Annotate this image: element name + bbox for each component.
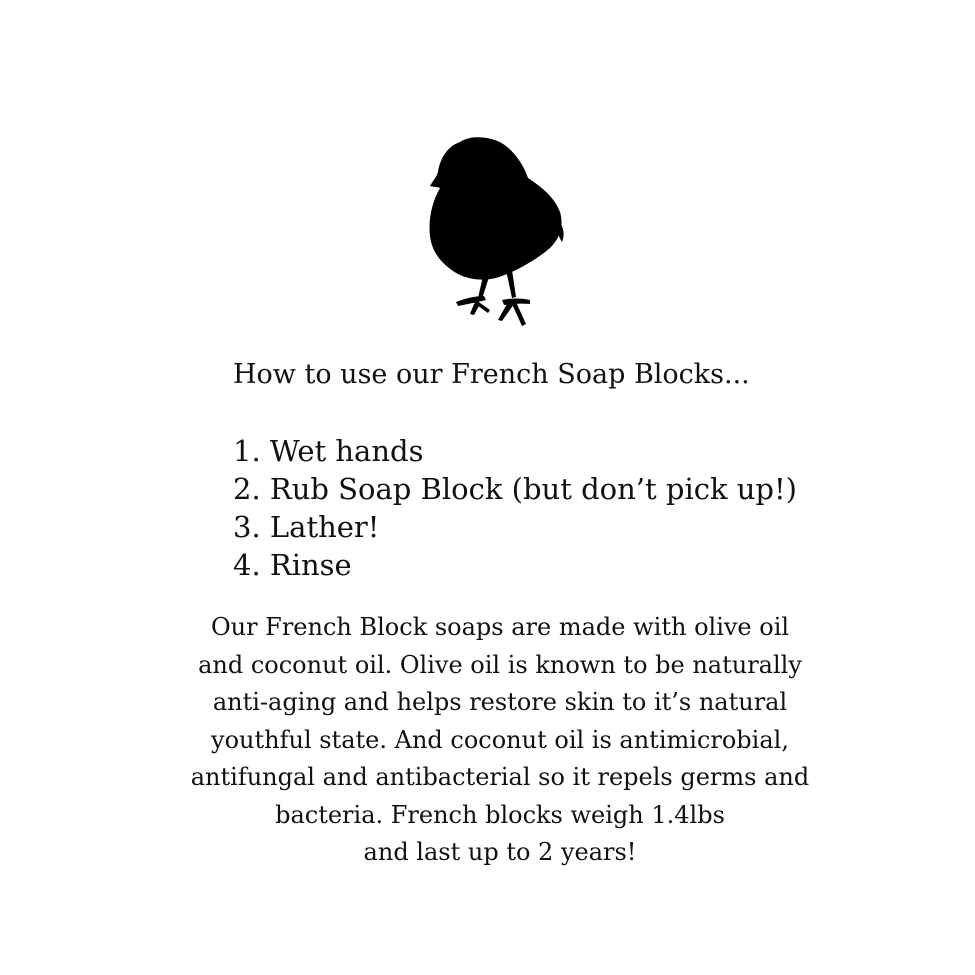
- description-line: bacteria. French blocks weigh 1.4lbs: [275, 800, 725, 829]
- description-line: youthful state. And coconut oil is antimicrobial,: [211, 725, 789, 754]
- description-paragraph: [160, 609, 840, 872]
- chick-silhouette-icon: [418, 132, 568, 328]
- description-line: anti-aging and helps restore skin to it’s natural: [212, 688, 788, 716]
- step-text: Lather!: [269, 510, 380, 544]
- page-title: How to use our French Soap Blocks...: [233, 359, 750, 390]
- step-number: 2.: [233, 472, 261, 506]
- description-line: Our French Block soaps are made with olive oil: [210, 613, 790, 641]
- list-item: [233, 470, 797, 508]
- description-line: and last up to 2 years!: [363, 838, 637, 866]
- description-line: and coconut oil. Olive oil is known to be naturally: [198, 650, 802, 679]
- list-item: [233, 546, 797, 584]
- instructions-list: [233, 432, 797, 584]
- step-text: Wet hands: [269, 434, 424, 468]
- step-number: 4.: [233, 548, 261, 582]
- list-item: [233, 508, 797, 546]
- step-text: Rinse: [269, 548, 352, 582]
- step-number: 3.: [233, 510, 261, 544]
- list-item: [233, 432, 797, 470]
- description-line: antifungal and antibacterial so it repels germs and: [190, 763, 810, 791]
- step-number: 1.: [233, 434, 261, 468]
- step-text: Rub Soap Block (but don’t pick up!): [269, 472, 797, 506]
